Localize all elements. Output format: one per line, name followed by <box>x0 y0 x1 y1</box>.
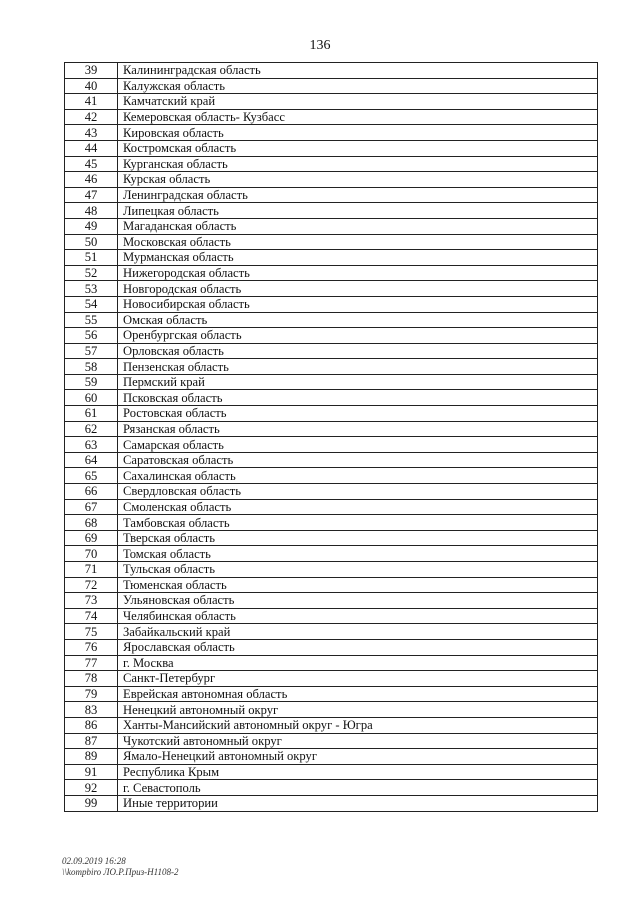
region-code: 78 <box>65 671 118 687</box>
page-number: 136 <box>309 38 331 53</box>
region-name: Свердловская область <box>118 484 598 500</box>
table-row <box>65 655 598 671</box>
region-name: Забайкальский край <box>118 624 598 640</box>
table-row <box>65 218 598 234</box>
table-row <box>65 390 598 406</box>
region-name: Тамбовская область <box>118 515 598 531</box>
region-name: Ненецкий автономный округ <box>118 702 598 718</box>
region-name: Ульяновская область <box>118 593 598 609</box>
table-row <box>65 515 598 531</box>
region-name: г. Москва <box>118 655 598 671</box>
region-name: Кемеровская область- Кузбасс <box>118 109 598 125</box>
region-code: 54 <box>65 296 118 312</box>
table-row <box>65 530 598 546</box>
table-row <box>65 78 598 94</box>
table-row <box>65 172 598 188</box>
table-row <box>65 484 598 500</box>
table-row <box>65 343 598 359</box>
region-code: 39 <box>65 63 118 79</box>
table-row <box>65 234 598 250</box>
table-row <box>65 359 598 375</box>
region-name: Иные территории <box>118 795 598 811</box>
table-row <box>65 639 598 655</box>
region-code: 47 <box>65 187 118 203</box>
region-name: Новгородская область <box>118 281 598 297</box>
table-row <box>65 265 598 281</box>
region-code: 41 <box>65 94 118 110</box>
region-name: Санкт-Петербург <box>118 671 598 687</box>
table-row <box>65 421 598 437</box>
region-code: 77 <box>65 655 118 671</box>
region-code: 56 <box>65 328 118 344</box>
region-code: 57 <box>65 343 118 359</box>
table-row <box>65 546 598 562</box>
table-row <box>65 250 598 266</box>
region-name: Ямало-Ненецкий автономный округ <box>118 749 598 765</box>
region-code: 63 <box>65 437 118 453</box>
region-name: Смоленская область <box>118 499 598 515</box>
table-row <box>65 562 598 578</box>
region-code: 40 <box>65 78 118 94</box>
region-name: Курганская область <box>118 156 598 172</box>
region-code: 67 <box>65 499 118 515</box>
region-code: 73 <box>65 593 118 609</box>
region-code: 50 <box>65 234 118 250</box>
region-code: 64 <box>65 452 118 468</box>
region-name: Калужская область <box>118 78 598 94</box>
region-name: Саратовская область <box>118 452 598 468</box>
region-code: 51 <box>65 250 118 266</box>
region-code: 52 <box>65 265 118 281</box>
region-code: 99 <box>65 795 118 811</box>
document-footer <box>62 856 178 878</box>
region-code: 43 <box>65 125 118 141</box>
region-code: 55 <box>65 312 118 328</box>
region-code: 61 <box>65 406 118 422</box>
region-name: Нижегородская область <box>118 265 598 281</box>
table-row <box>65 312 598 328</box>
region-name: Республика Крым <box>118 764 598 780</box>
footer-timestamp: 02.09.2019 16:28 <box>62 856 126 866</box>
table-row <box>65 702 598 718</box>
table-row <box>65 63 598 79</box>
table-row <box>65 94 598 110</box>
region-name: Ростовская область <box>118 406 598 422</box>
table-row <box>65 749 598 765</box>
region-name: Сахалинская область <box>118 468 598 484</box>
region-code: 92 <box>65 780 118 796</box>
region-code: 59 <box>65 374 118 390</box>
region-code: 83 <box>65 702 118 718</box>
table-row <box>65 452 598 468</box>
region-code: 74 <box>65 608 118 624</box>
region-name: Омская область <box>118 312 598 328</box>
table-row <box>65 671 598 687</box>
region-code: 58 <box>65 359 118 375</box>
region-name: Пермский край <box>118 374 598 390</box>
region-code: 70 <box>65 546 118 562</box>
region-code: 65 <box>65 468 118 484</box>
region-name: Калининградская область <box>118 63 598 79</box>
region-code: 72 <box>65 577 118 593</box>
region-code: 48 <box>65 203 118 219</box>
region-name: Московская область <box>118 234 598 250</box>
region-code: 87 <box>65 733 118 749</box>
table-row <box>65 608 598 624</box>
table-row <box>65 125 598 141</box>
region-name: Курская область <box>118 172 598 188</box>
region-name: Псковская область <box>118 390 598 406</box>
region-name: Тверская область <box>118 530 598 546</box>
region-name: Кировская область <box>118 125 598 141</box>
region-code: 69 <box>65 530 118 546</box>
table-row <box>65 717 598 733</box>
region-name: Орловская область <box>118 343 598 359</box>
table-row <box>65 156 598 172</box>
table-row <box>65 764 598 780</box>
region-name: Новосибирская область <box>118 296 598 312</box>
table-row <box>65 281 598 297</box>
region-code: 60 <box>65 390 118 406</box>
table-row <box>65 187 598 203</box>
region-code: 49 <box>65 218 118 234</box>
table-row <box>65 203 598 219</box>
table-row <box>65 780 598 796</box>
region-name: Еврейская автономная область <box>118 686 598 702</box>
region-name: Магаданская область <box>118 218 598 234</box>
region-code: 76 <box>65 639 118 655</box>
region-code: 91 <box>65 764 118 780</box>
regions-table <box>64 62 598 812</box>
regions-table-container <box>64 62 598 812</box>
table-row <box>65 437 598 453</box>
table-row <box>65 624 598 640</box>
table-row <box>65 406 598 422</box>
region-name: Самарская область <box>118 437 598 453</box>
region-name: Ярославская область <box>118 639 598 655</box>
table-row <box>65 733 598 749</box>
region-name: Мурманская область <box>118 250 598 266</box>
region-name: Липецкая область <box>118 203 598 219</box>
region-code: 86 <box>65 717 118 733</box>
region-code: 46 <box>65 172 118 188</box>
region-name: Ленинградская область <box>118 187 598 203</box>
footer-file-path: \\kompbiro ЛО.Р.Приз-Н1108-2 <box>62 867 179 877</box>
region-code: 53 <box>65 281 118 297</box>
region-code: 89 <box>65 749 118 765</box>
region-name: Тюменская область <box>118 577 598 593</box>
table-row <box>65 499 598 515</box>
table-row <box>65 577 598 593</box>
region-name: Рязанская область <box>118 421 598 437</box>
region-name: г. Севастополь <box>118 780 598 796</box>
region-name: Чукотский автономный округ <box>118 733 598 749</box>
regions-table-body <box>65 63 598 812</box>
region-name: Челябинская область <box>118 608 598 624</box>
region-code: 68 <box>65 515 118 531</box>
region-code: 42 <box>65 109 118 125</box>
region-code: 62 <box>65 421 118 437</box>
table-row <box>65 374 598 390</box>
table-row <box>65 795 598 811</box>
table-row <box>65 296 598 312</box>
table-row <box>65 140 598 156</box>
region-code: 79 <box>65 686 118 702</box>
table-row <box>65 109 598 125</box>
region-code: 44 <box>65 140 118 156</box>
region-code: 75 <box>65 624 118 640</box>
region-name: Оренбургская область <box>118 328 598 344</box>
region-name: Тульская область <box>118 562 598 578</box>
region-name: Камчатский край <box>118 94 598 110</box>
region-code: 66 <box>65 484 118 500</box>
region-name: Костромская область <box>118 140 598 156</box>
region-name: Ханты-Мансийский автономный округ - Югра <box>118 717 598 733</box>
region-name: Томская область <box>118 546 598 562</box>
table-row <box>65 468 598 484</box>
table-row <box>65 593 598 609</box>
region-code: 71 <box>65 562 118 578</box>
table-row <box>65 686 598 702</box>
region-code: 45 <box>65 156 118 172</box>
region-name: Пензенская область <box>118 359 598 375</box>
table-row <box>65 328 598 344</box>
